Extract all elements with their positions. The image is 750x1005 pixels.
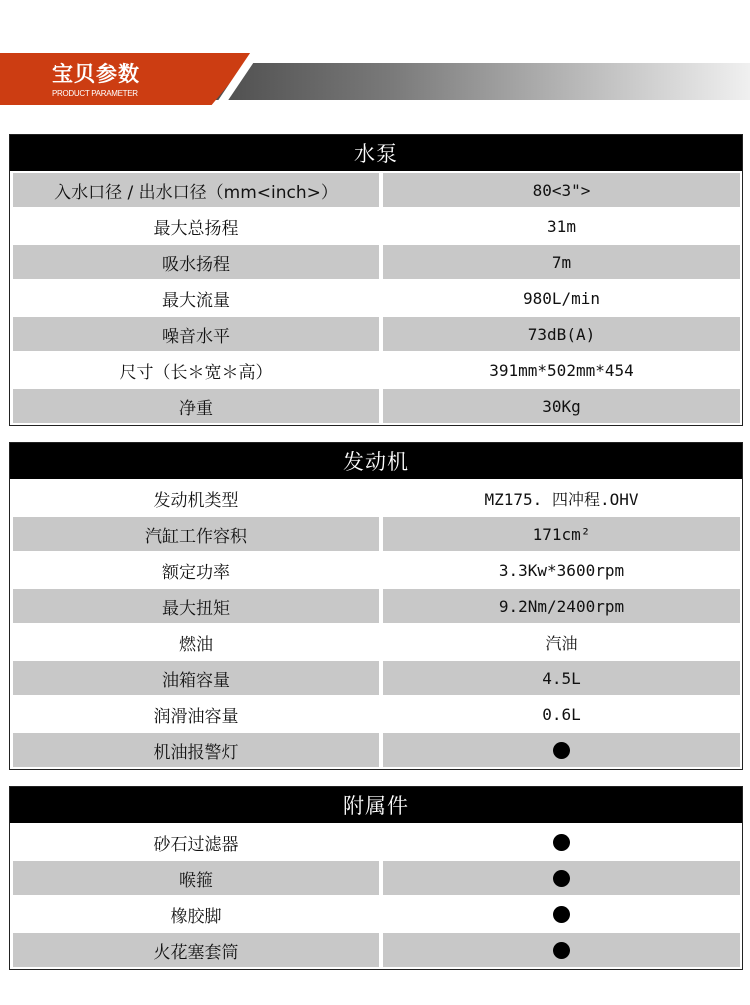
table-row — [10, 173, 742, 207]
row-value: 7m — [383, 245, 740, 279]
row-value: 30Kg — [383, 389, 740, 423]
table-row — [10, 481, 742, 515]
included-dot-icon — [553, 906, 570, 923]
row-label: 吸水扬程 — [13, 245, 379, 279]
table-row — [10, 245, 742, 279]
row-label: 发动机类型 — [153, 490, 239, 511]
pump-spec-table — [9, 134, 743, 426]
banner-gradient-bar — [200, 63, 750, 100]
row-label: 火花塞套筒 — [13, 933, 379, 967]
section-banner — [0, 53, 750, 105]
row-value: 73dB(A) — [383, 317, 740, 351]
row-value: 9.2Nm/2400rpm — [383, 589, 740, 623]
table-row — [10, 825, 742, 859]
row-label: 最大扭矩 — [13, 589, 379, 623]
included-dot-icon — [553, 942, 570, 959]
row-label: 橡胶脚 — [170, 906, 222, 927]
row-label: 最大总扬程 — [153, 218, 239, 239]
banner-title: 宝贝参数 — [52, 62, 140, 86]
included-dot-icon — [553, 834, 570, 851]
table-row — [10, 553, 742, 587]
accessories-table — [9, 786, 743, 970]
row-label: 噪音水平 — [13, 317, 379, 351]
row-label: 入水口径 / 出水口径（mm<inch>） — [13, 173, 379, 207]
table-row — [10, 697, 742, 731]
row-label: 喉箍 — [13, 861, 379, 895]
row-value: 3.3Kw*3600rpm — [498, 560, 625, 580]
table-row — [10, 281, 742, 315]
row-label: 机油报警灯 — [13, 733, 379, 767]
row-label: 燃油 — [179, 634, 213, 655]
row-value — [383, 933, 740, 967]
table-row — [10, 661, 742, 695]
table-row — [10, 589, 742, 623]
table-row — [10, 933, 742, 967]
pump-section-title: 水泵 — [10, 135, 742, 171]
row-value — [383, 897, 740, 931]
row-value: 4.5L — [383, 661, 740, 695]
included-dot-icon — [553, 870, 570, 887]
table-row — [10, 353, 742, 387]
row-label: 砂石过滤器 — [153, 834, 239, 855]
table-row — [10, 733, 742, 767]
table-row — [10, 389, 742, 423]
row-value: 31m — [547, 216, 576, 236]
row-value: 80<3"> — [383, 173, 740, 207]
row-value: 0.6L — [542, 704, 581, 724]
row-label: 油箱容量 — [13, 661, 379, 695]
engine-spec-table — [9, 442, 743, 770]
row-label: 最大流量 — [162, 290, 230, 311]
row-value: 980L/min — [522, 288, 601, 308]
included-dot-icon — [553, 742, 570, 759]
row-value: 汽油 — [545, 633, 578, 653]
accessories-section-title: 附属件 — [10, 787, 742, 823]
row-value: 171cm² — [383, 517, 740, 551]
row-label: 额定功率 — [162, 562, 230, 583]
row-label: 尺寸（长＊宽＊高） — [119, 362, 273, 383]
row-value — [383, 733, 740, 767]
table-row — [10, 517, 742, 551]
table-row — [10, 625, 742, 659]
row-label: 润滑油容量 — [153, 706, 239, 727]
row-value: MZ175. 四冲程.OHV — [484, 489, 639, 509]
row-value — [383, 861, 740, 895]
engine-section-title: 发动机 — [10, 443, 742, 479]
table-row — [10, 861, 742, 895]
row-label: 净重 — [13, 389, 379, 423]
row-value: 391mm*502mm*454 — [489, 360, 634, 380]
table-row — [10, 209, 742, 243]
row-label: 汽缸工作容积 — [13, 517, 379, 551]
row-value — [383, 825, 740, 859]
banner-subtitle: PRODUCT PARAMETER — [52, 89, 138, 98]
table-row — [10, 317, 742, 351]
table-row — [10, 897, 742, 931]
